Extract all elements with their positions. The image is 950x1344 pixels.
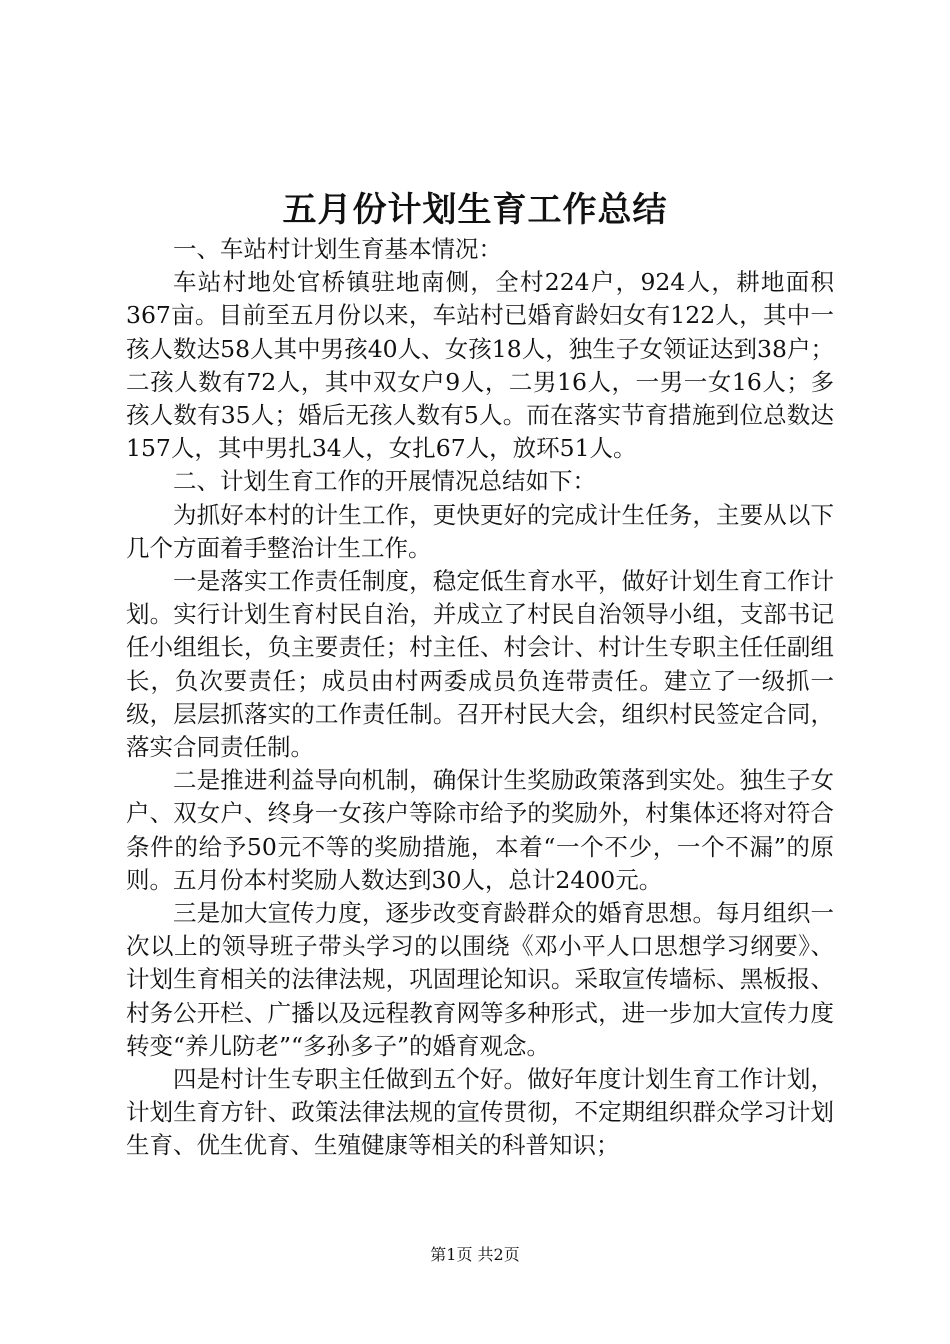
paragraph-intro: 为抓好本村的计生工作，更快更好的完成计生任务，主要从以下几个方面着手整治计生工作。 — [126, 500, 834, 562]
paragraph-village-statistics: 车站村地处官桥镇驻地南侧，全村224户，924人，耕地面积367亩。目前至五月份以来，车站村已婚育龄妇女有122人，其中一孩人数达58人其中男孩40人、女孩18人，独生子女领证达到38户；二孩人数有72人，其中双女户9人，二男16人，一男一女16人；多孩人数有35人；婚后无孩人数有5人。而在落实节育措施到位总数达157人，其中男扎34人，女扎67人，放环51人。 — [126, 268, 834, 463]
document-title: 五月份计划生育工作总结 — [282, 190, 668, 230]
paragraph-point-two: 二是推进利益导向机制，确保计生奖励政策落到实处。独生子女户、双女户、终身一女孩户等除市给予的奖励外，村集体还将对符合条件的给予50元不等的奖励措施，本着“一个不少，一个不漏”的原则。五月份本村奖励人数达到30人，总计2400元。 — [126, 766, 834, 894]
section-heading-work-summary: 二、计划生育工作的开展情况总结如下： — [173, 467, 596, 496]
paragraph-point-one: 一是落实工作责任制度，稳定低生育水平，做好计划生育工作计划。实行计划生育村民自治，并成立了村民自治领导小组，支部书记任小组组长，负主要责任；村主任、村会计、村计生专职主任任副组长，负次要责任；成员由村两委成员负连带责任。建立了一级抓一级，层层抓落实的工作责任制。召开村民大会，组织村民签定合同，落实合同责任制。 — [126, 567, 834, 762]
document-body — [126, 233, 834, 1163]
section-heading-basic-situation: 一、车站村计划生育基本情况： — [173, 235, 502, 263]
page-number-footer: 第1页 共2页 — [430, 1245, 520, 1264]
paragraph-point-three: 三是加大宣传力度，逐步改变育龄群众的婚育思想。每月组织一次以上的领导班子带头学习的以围绕《邓小平人口思想学习纲要》、计划生育相关的法律法规，巩固理论知识。采取宣传墙标、黑板报、村务公开栏、广播以及远程教育网等多种形式，进一步加大宣传力度转变“养儿防老”“多孙多子”的婚育观念。 — [126, 899, 834, 1060]
paragraph-point-four: 四是村计生专职主任做到五个好。做好年度计划生育工作计划，计划生育方针、政策法律法规的宣传贯彻，不定期组织群众学习计划生育、优生优育、生殖健康等相关的科普知识； — [126, 1065, 834, 1160]
